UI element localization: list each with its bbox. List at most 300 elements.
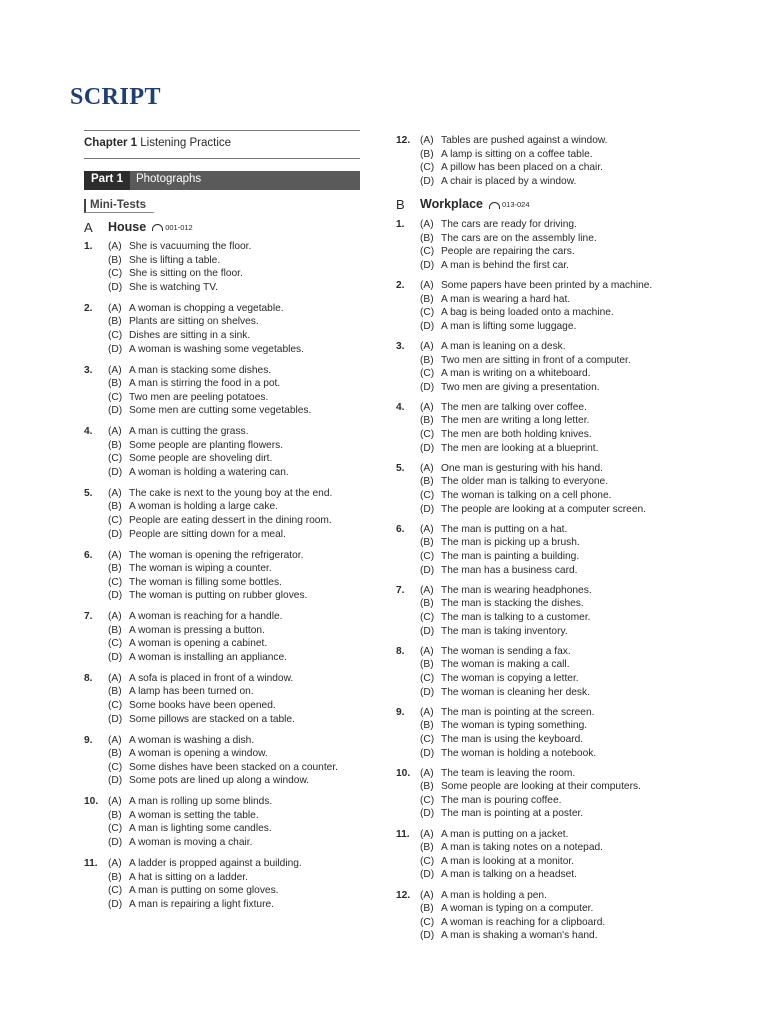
headphones-icon xyxy=(489,202,500,209)
part-name: Photographs xyxy=(135,173,202,186)
option-label: (B) xyxy=(108,254,122,266)
question-number: 6. xyxy=(84,549,93,561)
answer-option xyxy=(420,658,686,672)
question-number: 1. xyxy=(84,241,93,253)
option-text: A man is writing on a whiteboard. xyxy=(441,368,591,380)
option-label: (C) xyxy=(108,576,123,588)
option-text: A woman is washing a dish. xyxy=(129,734,255,746)
answer-option xyxy=(108,439,364,453)
option-text: The man is taking inventory. xyxy=(441,625,568,637)
option-text: The team is leaving the room. xyxy=(441,767,576,779)
answer-option xyxy=(108,549,364,563)
option-text: The people are looking at a computer screen. xyxy=(441,503,647,515)
option-label: (D) xyxy=(108,652,123,663)
option-label: (B) xyxy=(108,748,122,760)
question xyxy=(84,734,364,788)
answer-option xyxy=(108,747,364,761)
option-text: The man is pointing at a poster. xyxy=(441,808,584,820)
answer-option xyxy=(420,259,686,273)
option-text: A man is leaning on a desk. xyxy=(441,340,566,352)
answer-option xyxy=(420,462,686,476)
left-column xyxy=(84,130,364,919)
option-label: (B) xyxy=(420,903,434,915)
answer-option xyxy=(108,281,364,295)
answer-option xyxy=(420,523,686,537)
answer-options xyxy=(420,584,686,638)
option-label: (A) xyxy=(420,706,434,718)
answer-option xyxy=(420,414,686,428)
answer-option xyxy=(108,329,364,343)
option-text: A sofa is placed in front of a window. xyxy=(129,672,294,684)
option-text: The woman is opening the refrigerator. xyxy=(129,549,304,561)
question-number: 4. xyxy=(84,426,93,438)
question-number: 4. xyxy=(396,401,405,413)
option-label: (A) xyxy=(108,672,122,684)
question xyxy=(396,584,686,638)
answer-option xyxy=(420,672,686,686)
option-text: The men are talking over coffee. xyxy=(441,401,587,413)
option-text: Some people are looking at their computers. xyxy=(441,781,641,793)
option-text: Some pots are lined up along a window. xyxy=(129,775,310,787)
answer-option xyxy=(108,589,364,603)
answer-options xyxy=(108,672,364,726)
audio-track xyxy=(152,221,193,235)
question-number: 10. xyxy=(84,796,99,808)
option-label: (D) xyxy=(420,747,435,759)
option-label: (D) xyxy=(420,808,435,820)
option-text: The woman is talking on a cell phone. xyxy=(441,490,612,502)
option-label: (C) xyxy=(420,794,435,806)
option-text: The man is using the keyboard. xyxy=(441,733,584,745)
option-text: Tables are pushed against a window. xyxy=(441,135,608,146)
answer-options xyxy=(420,706,686,760)
option-text: Two men are giving a presentation. xyxy=(441,381,600,393)
answer-option xyxy=(108,761,364,775)
question xyxy=(396,462,686,516)
option-label: (A) xyxy=(108,241,122,253)
answer-options xyxy=(420,645,686,699)
option-label: (C) xyxy=(420,916,435,928)
question xyxy=(396,706,686,760)
option-label: (A) xyxy=(420,401,434,413)
answer-option xyxy=(420,442,686,456)
answer-option xyxy=(420,916,686,930)
option-text: People are eating dessert in the dining room. xyxy=(129,515,332,527)
answer-option xyxy=(420,625,686,639)
answer-option xyxy=(420,645,686,659)
answer-option xyxy=(108,713,364,727)
answer-options xyxy=(420,889,686,943)
answer-option xyxy=(108,500,364,514)
option-text: One man is gesturing with his hand. xyxy=(441,462,603,474)
section-name: Workplace xyxy=(420,197,483,212)
option-text: A hat is sitting on a ladder. xyxy=(129,871,248,883)
option-text: The woman is sending a fax. xyxy=(441,645,571,657)
option-label: (B) xyxy=(420,781,434,793)
answer-option xyxy=(108,795,364,809)
answer-option xyxy=(108,391,364,405)
answer-option xyxy=(420,232,686,246)
question xyxy=(396,889,686,943)
answer-option xyxy=(108,699,364,713)
option-label: (C) xyxy=(108,885,123,897)
option-text: The man is talking to a customer. xyxy=(441,611,591,623)
option-label: (A) xyxy=(420,584,434,596)
answer-option xyxy=(108,685,364,699)
section-a-questions xyxy=(84,240,364,911)
option-label: (D) xyxy=(420,564,435,576)
answer-option xyxy=(108,836,364,850)
answer-option xyxy=(420,706,686,720)
option-label: (C) xyxy=(108,515,123,527)
answer-option xyxy=(108,884,364,898)
question xyxy=(396,134,686,188)
option-text: Plants are sitting on shelves. xyxy=(129,316,259,328)
option-label: (D) xyxy=(108,528,123,540)
answer-option xyxy=(108,315,364,329)
option-text: Two men are peeling potatoes. xyxy=(129,391,269,403)
option-text: A woman is typing on a computer. xyxy=(441,903,594,915)
question-number: 5. xyxy=(84,487,93,499)
option-text: A man is putting on a jacket. xyxy=(441,828,569,840)
answer-option xyxy=(420,828,686,842)
option-text: People are sitting down for a meal. xyxy=(129,528,286,540)
option-text: A ladder is propped against a building. xyxy=(129,857,302,869)
option-label: (B) xyxy=(420,415,434,427)
option-label: (A) xyxy=(420,828,434,840)
question xyxy=(396,218,686,272)
answer-option xyxy=(420,929,686,943)
answer-options xyxy=(420,279,686,333)
option-label: (A) xyxy=(420,462,434,474)
question-number: 11. xyxy=(396,828,410,840)
option-text: The man is putting on a hat. xyxy=(441,523,568,535)
answer-options xyxy=(420,134,686,188)
option-text: The woman is filling some bottles. xyxy=(129,576,282,588)
option-text: A man is shaking a woman's hand. xyxy=(441,930,598,942)
option-text: A man is behind the first car. xyxy=(441,259,569,271)
option-text: A man is taking notes on a notepad. xyxy=(441,842,603,854)
option-text: Some books have been opened. xyxy=(129,700,276,712)
question xyxy=(396,340,686,394)
answer-option xyxy=(420,686,686,700)
option-text: Some pillows are stacked on a table. xyxy=(129,713,295,725)
answer-option xyxy=(108,514,364,528)
option-text: Some papers have been printed by a machine. xyxy=(441,279,653,291)
question xyxy=(396,645,686,699)
answer-option xyxy=(420,320,686,334)
option-label: (A) xyxy=(108,487,122,499)
option-label: (A) xyxy=(420,523,434,535)
option-text: Some people are planting flowers. xyxy=(129,439,284,451)
option-label: (D) xyxy=(108,590,123,602)
option-label: (B) xyxy=(420,148,434,160)
answer-option xyxy=(108,254,364,268)
option-text: A man is talking on a headset. xyxy=(441,869,577,881)
answer-options xyxy=(108,240,364,294)
option-label: (B) xyxy=(108,439,122,451)
answer-option xyxy=(420,218,686,232)
answer-option xyxy=(420,428,686,442)
answer-option xyxy=(420,889,686,903)
option-text: The woman is typing something. xyxy=(441,720,588,732)
option-label: (C) xyxy=(420,162,435,174)
option-label: (C) xyxy=(420,429,435,441)
option-label: (A) xyxy=(420,218,434,230)
option-label: (B) xyxy=(108,686,122,698)
option-text: The man is stacking the dishes. xyxy=(441,598,584,610)
option-text: A man is repairing a light fixture. xyxy=(129,898,274,910)
question-number: 12. xyxy=(396,889,411,901)
answer-options xyxy=(108,734,364,788)
option-text: A woman is opening a window. xyxy=(129,748,268,760)
option-text: A man is rolling up some blinds. xyxy=(129,796,273,808)
answer-option xyxy=(108,425,364,439)
answer-option xyxy=(420,148,686,162)
option-text: The woman is holding a notebook. xyxy=(441,747,597,759)
question-number: 9. xyxy=(84,734,93,746)
part-label: Part 1 xyxy=(84,171,130,190)
option-label: (C) xyxy=(108,761,123,773)
option-label: (C) xyxy=(108,638,123,650)
option-text: The men are looking at a blueprint. xyxy=(441,442,599,454)
option-text: A lamp has been turned on. xyxy=(129,686,254,698)
option-label: (D) xyxy=(108,898,123,910)
answer-option xyxy=(420,767,686,781)
option-text: The man has a business card. xyxy=(441,564,578,576)
option-text: The cars are ready for driving. xyxy=(441,218,577,230)
question xyxy=(396,828,686,882)
option-text: A man is lighting some candles. xyxy=(129,823,272,835)
question-number: 3. xyxy=(84,364,93,376)
option-label: (D) xyxy=(108,281,123,293)
question xyxy=(84,487,364,541)
option-text: The woman is copying a letter. xyxy=(441,672,579,684)
option-text: The woman is wiping a counter. xyxy=(129,563,272,575)
option-label: (A) xyxy=(420,340,434,352)
option-label: (D) xyxy=(420,442,435,454)
option-label: (A) xyxy=(420,889,434,901)
option-label: (B) xyxy=(108,871,122,883)
section-b-questions xyxy=(396,218,686,943)
answer-option xyxy=(108,240,364,254)
option-label: (B) xyxy=(420,232,434,244)
question xyxy=(84,672,364,726)
answer-option xyxy=(420,794,686,808)
option-text: A woman is opening a cabinet. xyxy=(129,638,268,650)
option-text: Some people are shoveling dirt. xyxy=(129,453,273,465)
section-a-questions-continued xyxy=(396,134,686,188)
question xyxy=(84,425,364,479)
option-label: (B) xyxy=(108,809,122,821)
answer-options xyxy=(108,610,364,664)
option-label: (B) xyxy=(108,624,122,636)
answer-option xyxy=(108,734,364,748)
chapter-label: Chapter 1 xyxy=(84,137,138,149)
answer-option xyxy=(420,279,686,293)
answer-option xyxy=(420,381,686,395)
option-label: (A) xyxy=(108,549,122,561)
answer-options xyxy=(420,401,686,455)
option-text: The cars are on the assembly line. xyxy=(441,232,597,244)
answer-options xyxy=(420,828,686,882)
option-text: Some dishes have been stacked on a counter. xyxy=(129,761,338,773)
option-label: (A) xyxy=(108,796,122,808)
answer-option xyxy=(420,354,686,368)
answer-option xyxy=(420,367,686,381)
answer-option xyxy=(108,637,364,651)
section-b-header xyxy=(396,198,686,212)
option-label: (C) xyxy=(420,307,435,319)
answer-option xyxy=(108,651,364,665)
answer-option xyxy=(420,401,686,415)
option-text: A woman is moving a chair. xyxy=(129,837,253,849)
answer-option xyxy=(420,719,686,733)
option-text: The woman is putting on rubber gloves. xyxy=(129,590,308,602)
option-label: (A) xyxy=(108,611,122,623)
option-label: (B) xyxy=(420,476,434,488)
answer-option xyxy=(108,624,364,638)
option-label: (D) xyxy=(108,343,123,355)
answer-options xyxy=(108,795,364,849)
question xyxy=(84,610,364,664)
answer-option xyxy=(420,855,686,869)
option-text: The woman is making a call. xyxy=(441,659,570,671)
question-number: 7. xyxy=(84,611,93,623)
audio-track-number: 013-024 xyxy=(502,200,530,210)
question-number: 7. xyxy=(396,584,405,596)
option-label: (C) xyxy=(108,330,123,342)
option-label: (A) xyxy=(108,426,122,438)
answer-option xyxy=(420,134,686,148)
answer-options xyxy=(420,767,686,821)
answer-option xyxy=(420,475,686,489)
answer-option xyxy=(108,774,364,788)
option-text: She is watching TV. xyxy=(129,281,218,293)
answer-option xyxy=(108,452,364,466)
option-text: Two men are sitting in front of a computer. xyxy=(441,354,631,366)
option-label: (B) xyxy=(420,842,434,854)
question-number: 3. xyxy=(396,340,405,352)
right-column xyxy=(396,134,686,950)
option-text: A woman is installing an appliance. xyxy=(129,652,288,663)
option-text: Dishes are sitting in a sink. xyxy=(129,330,251,342)
answer-option xyxy=(420,161,686,175)
option-label: (B) xyxy=(420,537,434,549)
question xyxy=(84,240,364,294)
option-text: People are repairing the cars. xyxy=(441,246,575,258)
answer-option xyxy=(108,857,364,871)
answer-option xyxy=(108,576,364,590)
section-letter: A xyxy=(84,219,93,235)
option-label: (A) xyxy=(108,364,122,376)
option-label: (D) xyxy=(420,930,435,942)
answer-option xyxy=(420,597,686,611)
option-text: A woman is reaching for a clipboard. xyxy=(441,916,606,928)
option-label: (B) xyxy=(420,354,434,366)
answer-options xyxy=(420,523,686,577)
answer-option xyxy=(420,733,686,747)
option-text: The men are writing a long letter. xyxy=(441,415,590,427)
option-text: She is lifting a table. xyxy=(129,254,221,266)
option-label: (C) xyxy=(420,551,435,562)
option-text: The man is pointing at the screen. xyxy=(441,706,595,718)
option-label: (C) xyxy=(420,733,435,745)
answer-option xyxy=(420,550,686,564)
chapter-header xyxy=(84,130,360,159)
answer-option xyxy=(420,841,686,855)
option-label: (C) xyxy=(420,368,435,380)
option-label: (D) xyxy=(108,405,123,417)
option-text: A man is looking at a monitor. xyxy=(441,855,575,867)
question-number: 8. xyxy=(396,645,405,657)
option-text: A woman is holding a watering can. xyxy=(129,466,289,478)
option-text: The man is painting a building. xyxy=(441,551,580,562)
question xyxy=(84,364,364,418)
answer-option xyxy=(420,306,686,320)
question-number: 2. xyxy=(84,302,93,314)
answer-option xyxy=(420,489,686,503)
option-text: A pillow has been placed on a chair. xyxy=(441,162,603,174)
question-number: 12. xyxy=(396,135,411,146)
option-label: (C) xyxy=(108,268,123,280)
answer-option xyxy=(420,611,686,625)
answer-option xyxy=(420,536,686,550)
answer-option xyxy=(420,175,686,189)
answer-options xyxy=(420,462,686,516)
answer-option xyxy=(420,780,686,794)
option-label: (C) xyxy=(108,453,123,465)
option-label: (C) xyxy=(108,823,123,835)
option-label: (C) xyxy=(420,855,435,867)
answer-option xyxy=(108,466,364,480)
option-label: (D) xyxy=(108,713,123,725)
answer-option xyxy=(108,672,364,686)
option-label: (C) xyxy=(420,490,435,502)
option-label: (C) xyxy=(108,700,123,712)
question xyxy=(396,279,686,333)
option-label: (D) xyxy=(420,259,435,271)
option-text: A woman is setting the table. xyxy=(129,809,259,821)
answer-option xyxy=(420,747,686,761)
option-label: (A) xyxy=(420,279,434,291)
option-label: (B) xyxy=(420,598,434,610)
answer-option xyxy=(420,503,686,517)
chapter-name: Listening Practice xyxy=(140,137,232,149)
option-label: (D) xyxy=(420,869,435,881)
option-text: The cake is next to the young boy at the end. xyxy=(129,487,333,499)
answer-option xyxy=(420,340,686,354)
answer-option xyxy=(420,807,686,821)
option-text: A woman is reaching for a handle. xyxy=(129,611,283,623)
answer-options xyxy=(108,364,364,418)
option-label: (C) xyxy=(108,391,123,403)
question xyxy=(396,767,686,821)
answer-option xyxy=(420,584,686,598)
option-text: The man is wearing headphones. xyxy=(441,584,592,596)
option-label: (A) xyxy=(420,645,434,657)
option-label: (B) xyxy=(108,563,122,575)
option-text: A man is stirring the food in a pot. xyxy=(129,378,281,390)
option-label: (B) xyxy=(108,316,122,328)
answer-options xyxy=(108,857,364,911)
answer-options xyxy=(108,425,364,479)
answer-option xyxy=(108,302,364,316)
answer-option xyxy=(108,343,364,357)
question xyxy=(396,401,686,455)
question-number: 9. xyxy=(396,706,405,718)
answer-option xyxy=(108,364,364,378)
